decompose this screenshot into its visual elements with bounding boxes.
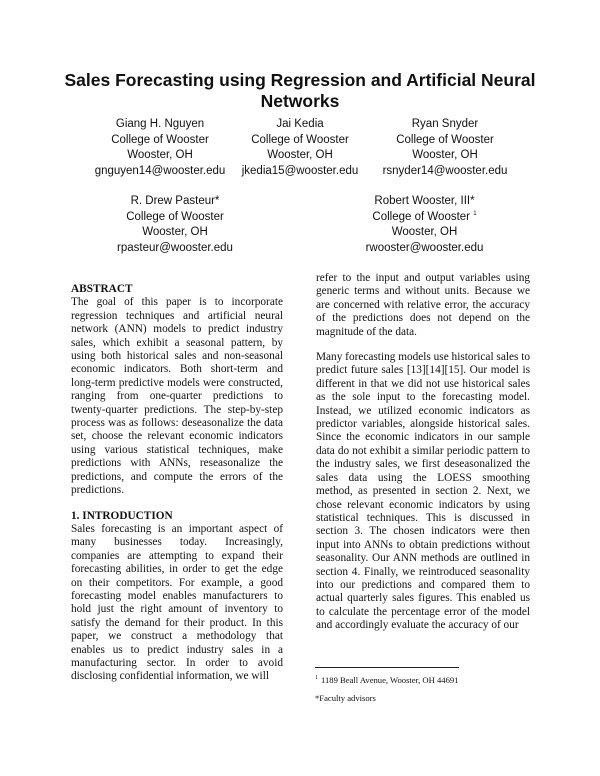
author-block bbox=[370, 117, 520, 179]
author-affiliation: College of Wooster bbox=[126, 210, 224, 223]
abstract-heading: ABSTRACT bbox=[71, 283, 133, 295]
author-name: Ryan Snyder bbox=[411, 118, 479, 130]
introduction-paragraph-continued: refer to the input and output variables using generic terms and without units. Because we are concerned with relative error, the accuracy of the predictions does not depend on the magnitude of the data. bbox=[316, 272, 530, 338]
author-location: Wooster, OH bbox=[127, 149, 193, 161]
right-column bbox=[316, 272, 530, 633]
author-name: Robert Wooster, III* bbox=[374, 195, 475, 207]
author-email: gnguyen14@wooster.edu bbox=[94, 164, 226, 177]
author-affiliation: College of Wooster bbox=[396, 133, 494, 146]
author-location: Wooster, OH bbox=[412, 149, 478, 161]
author-location: Wooster, OH bbox=[267, 149, 333, 161]
introduction-paragraph: Many forecasting models use historical sales to predict future sales [13][14][15]. Our model is different in that we did not use historical sales as the sole input to the forecasting model. Instead, we utilized economic indicators as predictor variables, alongside historical sales. Since the economic indicators in our sample data do not exhibit a similar periodic pattern to the industry sales, we first deseasonalized the sales data using the LOESS smoothing method, as presented in section 2. Next, we chose relevant economic indicators by using statistical techniques. This is discussed in section 3. The chosen indicators were then input into ANNs to obtain predictions without seasonality. Our ANN methods are outlined in section 4. Finally, we reintroduced seasonality into our predictions and compared them to actual quarterly sales figures. This enabled us to calculate the percentage error of the model and accordingly evaluate the accuracy of our bbox=[316, 351, 530, 632]
footnote-text: 1189 Beall Avenue, Wooster, OH 44691 bbox=[321, 675, 459, 685]
author-affiliation: College of Wooster bbox=[251, 133, 349, 146]
author-block bbox=[85, 117, 235, 179]
abstract-text: The goal of this paper is to incorporate regression techniques and artificial neural network (ANN) models to predict industry sales, which exhibit a seasonal pattern, by using both historical sales and non-seasonal economic indicators. Both short-term and long-term predictive models were constructed, ranging from one-quarter predictions to twenty-quarter predictions. The step-by-step process was as follows: deseasonalize the data set, choose the relevant economic indicators using various statistical techniques, make predictions with ANNs, reseasonalize the predictions, and compute the errors of the predictions. bbox=[71, 296, 283, 497]
author-location: Wooster, OH bbox=[391, 226, 458, 238]
footnote-mark: 1 bbox=[315, 675, 318, 682]
affiliation-footnote-mark: 1 bbox=[473, 210, 477, 217]
paper-title: Sales Forecasting using Regression and Artificial Neural Networks bbox=[64, 70, 536, 111]
left-column bbox=[71, 283, 283, 684]
footnote-text: *Faculty advisors bbox=[315, 693, 376, 703]
author-affiliation: College of Wooster bbox=[111, 133, 209, 146]
author-block bbox=[100, 194, 250, 256]
author-email: jkedia15@wooster.edu bbox=[241, 164, 359, 177]
author-email: rsnyder14@wooster.edu bbox=[382, 164, 508, 177]
footnote bbox=[315, 693, 376, 703]
author-block bbox=[225, 117, 375, 179]
author-block bbox=[342, 194, 507, 256]
author-email: rwooster@wooster.edu bbox=[365, 241, 484, 254]
author-email: rpasteur@wooster.edu bbox=[117, 241, 233, 254]
author-affiliation: College of Wooster bbox=[372, 210, 471, 223]
author-location: Wooster, OH bbox=[142, 226, 208, 238]
introduction-heading: 1. INTRODUCTION bbox=[71, 509, 173, 522]
author-name: R. Drew Pasteur* bbox=[130, 195, 220, 207]
author-name: Jai Kedia bbox=[276, 118, 324, 130]
introduction-paragraph: Sales forecasting is an important aspect of many businesses today. Increasingly, companies are attempting to expand their forecasting abilities, in order to get the edge on their competitors. For example, a good forecasting model enables manufacturers to hold just the right amount of inventory to satisfy the demand for their product. In this paper, we construct a methodology that enables us to predict industry sales in a manufacturing sector. In order to avoid disclosing confidential information, we will bbox=[71, 522, 283, 683]
author-name: Giang H. Nguyen bbox=[115, 118, 205, 130]
footnote-rule bbox=[315, 667, 459, 668]
footnote bbox=[315, 675, 458, 685]
